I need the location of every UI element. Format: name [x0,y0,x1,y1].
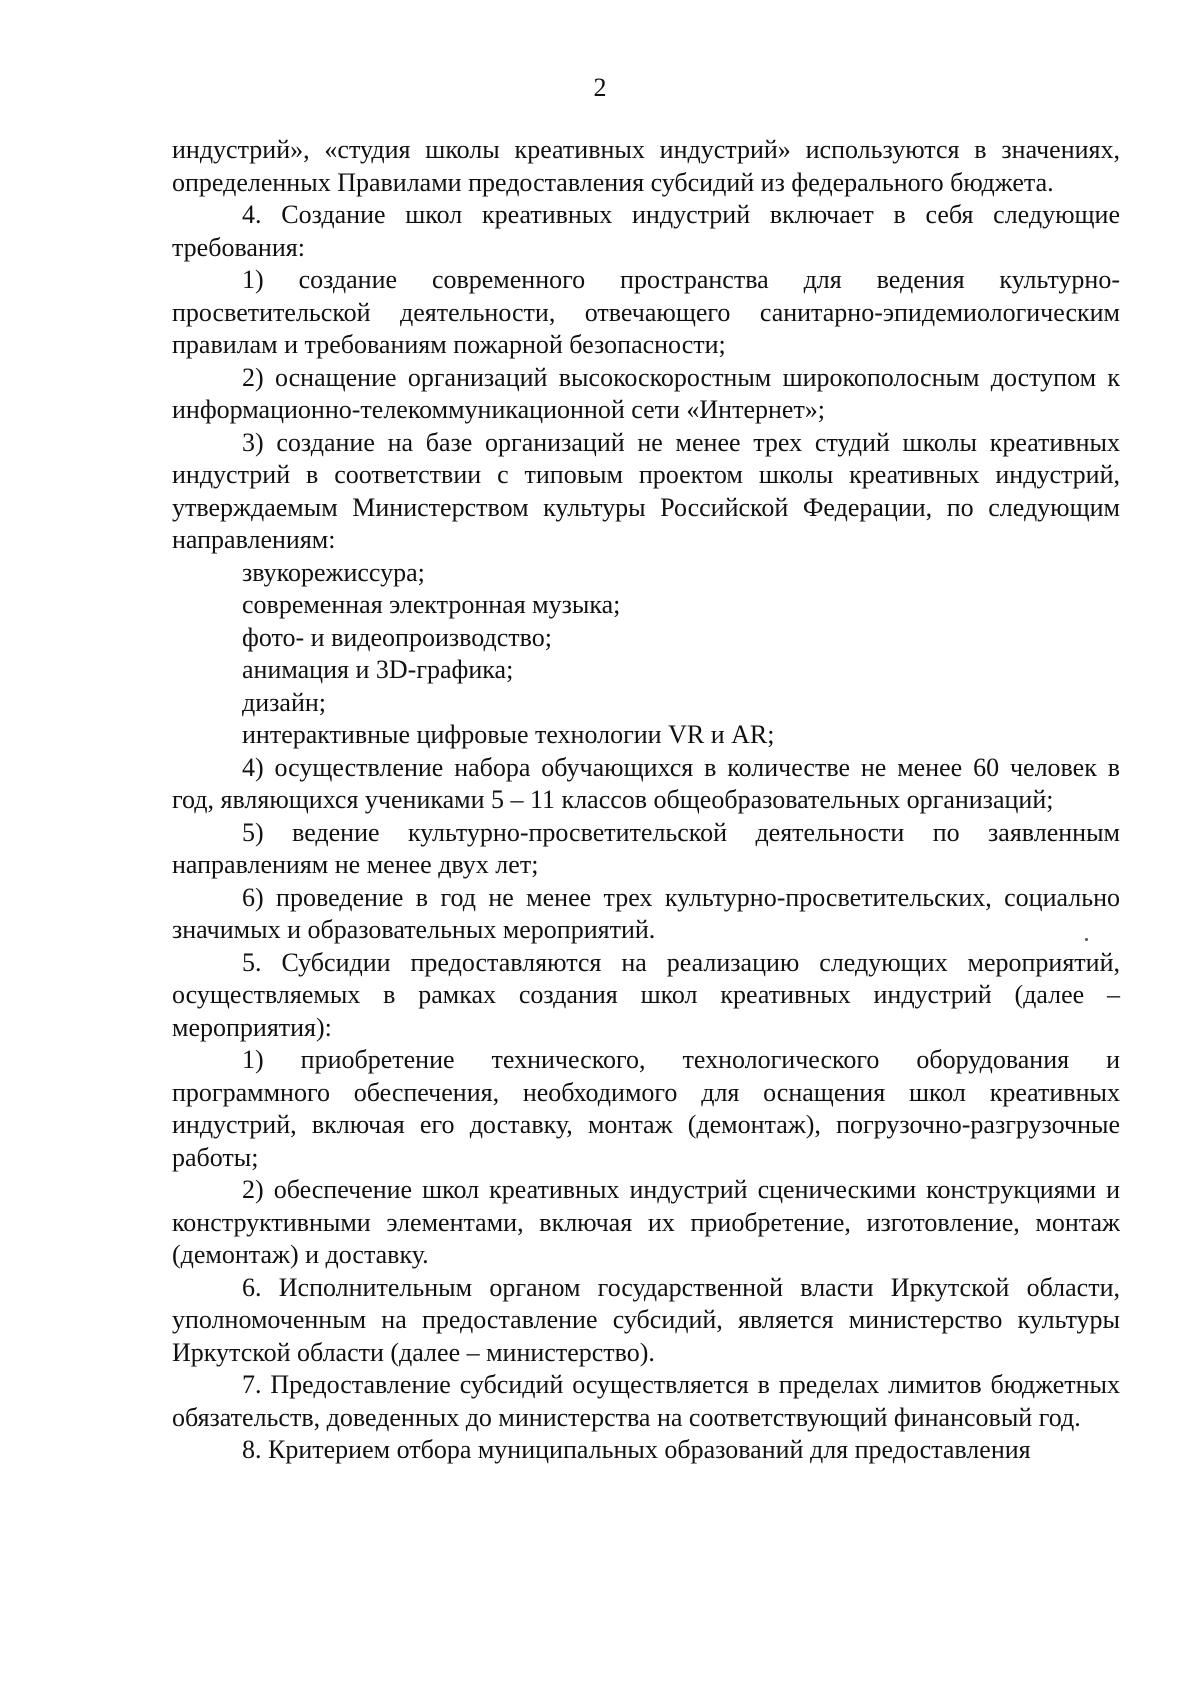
paragraph-clause-4: 4. Создание школ креативных индустрий включает в себя следующие требования: [172,200,1120,262]
scan-speck [1085,938,1088,941]
paragraph-clause-8: 8. Критерием отбора муниципальных образований для предоставления [242,1435,1031,1464]
direction-item: фото- и видеопроизводство; [242,622,552,652]
document-body [172,134,1120,1467]
paragraph-clause-4-6: 6) проведение в год не менее трех культурно-просветительских, социально значимых и образовательных мероприятий. [172,882,1120,944]
paragraph-clause-4-2: 2) оснащение организаций высокоскоростным широкополосным доступом к информационно-телекоммуникационной сети «Интернет»; [172,362,1120,424]
direction-item: интерактивные цифровые технологии VR и AR; [242,720,775,749]
paragraph-clause-7: 7. Предоставление субсидий осуществляется в пределах лимитов бюджетных обязательств, доведенных до министерства на соответствующий финансовый год. [172,1370,1120,1432]
direction-item: анимация и 3D-графика; [242,655,514,684]
direction-item: современная электронная музыка; [242,590,621,619]
paragraph-clause-4-5: 5) ведение культурно-просветительской деятельности по заявленным направлениям не менее двух лет; [172,817,1120,879]
paragraph-clause-5-1: 1) приобретение технического, технологического оборудования и программного обеспечения, необходимого для оснащения школ креативных индустрий, включая его доставку, монтаж (демонтаж), погрузочно-разгрузочные работы; [172,1045,1120,1172]
page-number: 2 [593,73,607,102]
paragraph-clause-5: 5. Субсидии предоставляются на реализацию следующих мероприятий, осуществляемых в рамках создания школ креативных индустрий (далее – мероприятия): [172,947,1120,1042]
paragraph-clause-4-3: 3) создание на базе организаций не менее трех студий школы креативных индустрий в соответствии с типовым проектом школы креативных индустрий, утверждаемым Министерством культуры Российской Федерации, по следующим направлениям: [172,427,1120,554]
direction-item: дизайн; [242,687,327,717]
paragraph-clause-5-2: 2) обеспечение школ креативных индустрий сценическими конструкциями и конструктивными элементами, включая их приобретение, изготовление, монтаж (демонтаж) и доставку. [172,1175,1120,1269]
paragraph-clause-6: 6. Исполнительным органом государственной власти Иркутской области, уполномоченным на предоставление субсидий, является министерство культуры Иркутской области (далее – министерство). [172,1272,1120,1367]
paragraph-clause-4-4: 4) осуществление набора обучающихся в количестве не менее 60 человек в год, являющихся учениками 5 – 11 классов общеобразовательных организаций; [172,752,1120,814]
paragraph-continuation: индустрий», «студия школы креативных индустрий» используются в значениях, определенных Правилами предоставления субсидий из федерального бюджета. [172,135,1120,197]
direction-item: звукорежиссура; [242,557,425,587]
paragraph-clause-4-1: 1) создание современного пространства для ведения культурно-просветительской деятельности, отвечающего санитарно-эпидемиологическим правилам и требованиям пожарной безопасности; [172,265,1120,359]
